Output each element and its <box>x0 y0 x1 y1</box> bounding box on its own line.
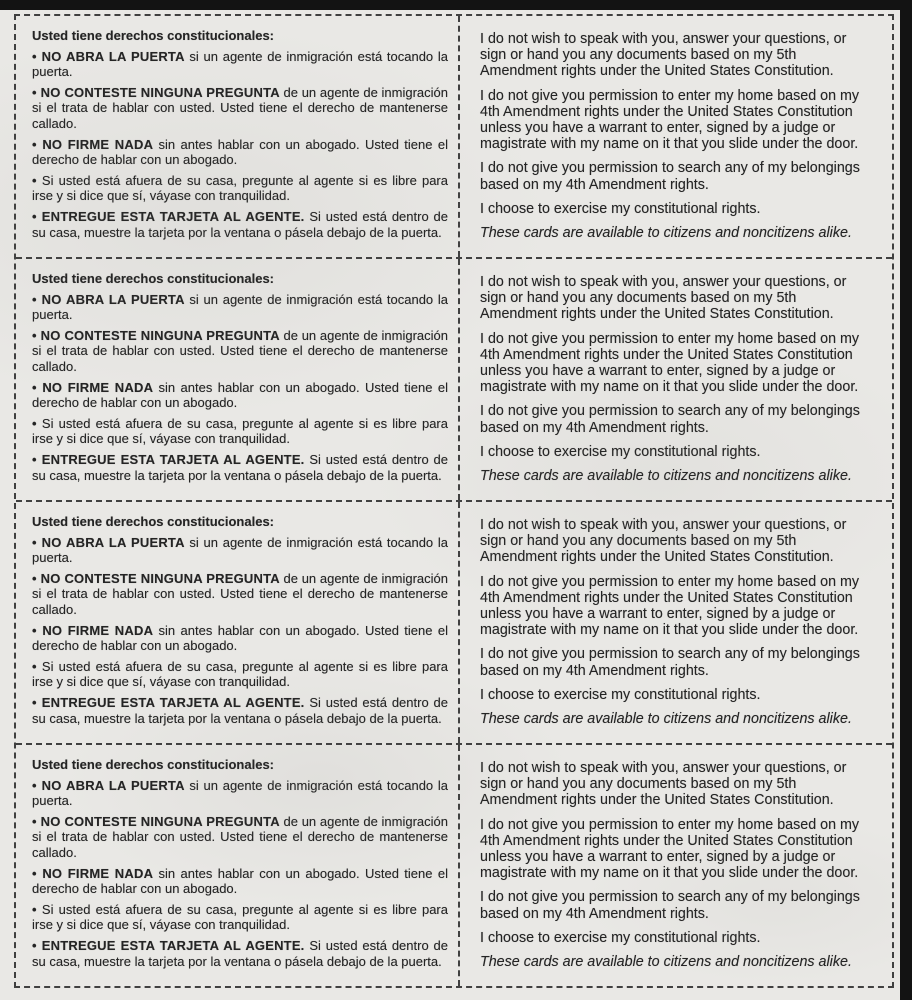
bullet-text: de un agente de inmigración si el trata de hablar con usted. Usted tiene el derecho de mantenerse callado. <box>32 327 448 374</box>
spanish-card-bullet <box>32 814 448 861</box>
english-card-paragraph: I do not give you permission to enter my home based on my 4th Amendment rights under the United States Constitution unless you have a warrant to enter, signed by a judge or magistrate with my name on it that you slide under the door. <box>480 87 860 153</box>
spanish-card-bullet <box>32 659 448 690</box>
card-row <box>16 259 892 502</box>
english-card <box>460 502 892 743</box>
english-card-paragraph: I do not give you permission to enter my home based on my 4th Amendment rights under the United States Constitution unless you have a warrant to enter, signed by a judge or magistrate with my name on it that you slide under the door. <box>480 816 860 882</box>
spanish-card-bullet <box>32 866 448 897</box>
bullet-text: si un agente de inmigración está tocando la puerta. <box>32 291 449 323</box>
bullet-text: de un agente de inmigración si el trata de hablar con usted. Usted tiene el derecho de mantenerse callado. <box>32 570 448 617</box>
bullet-text: de un agente de inmigración si el trata de hablar con usted. Usted tiene el derecho de mantenerse callado. <box>32 84 448 131</box>
spanish-card <box>16 16 460 257</box>
english-card-paragraph: I do not give you permission to search any of my belongings based on my 4th Amendment rights. <box>480 889 860 922</box>
english-card-paragraph: I choose to exercise my constitutional rights. <box>480 200 761 217</box>
english-card-footnote: These cards are available to citizens and noncitizens alike. <box>480 468 852 485</box>
spanish-card <box>16 259 460 500</box>
english-card-paragraph: I choose to exercise my constitutional rights. <box>480 686 761 703</box>
card-row <box>16 745 892 986</box>
bullet-lead: • NO ABRA LA PUERTA <box>32 291 185 307</box>
spanish-card-bullet <box>32 292 448 323</box>
bullet-text: sin antes hablar con un abogado. Usted tiene el derecho de hablar con un abogado. <box>32 136 448 168</box>
bullet-text: Si usted está dentro de su casa, muestre la tarjeta por la ventana o pásela debajo de la puerta. <box>32 937 449 969</box>
spanish-card-bullet <box>32 137 448 168</box>
bullet-text: Si usted está afuera de su casa, pregunte al agente si es libre para irse y si dice que sí, váyase con tranquilidad. <box>32 658 448 690</box>
spanish-card <box>16 745 460 986</box>
bullet-lead: • <box>32 415 37 431</box>
english-card-paragraph: I do not give you permission to enter my home based on my 4th Amendment rights under the United States Constitution unless you have a warrant to enter, signed by a judge or magistrate with my name on it that you slide under the door. <box>480 330 860 396</box>
spanish-card-bullet <box>32 452 448 483</box>
spanish-card-bullet <box>32 49 448 80</box>
bullet-lead: • NO CONTESTE NINGUNA PREGUNTA <box>32 84 280 100</box>
bullet-lead: • <box>32 901 37 917</box>
spanish-card-title: Usted tiene derechos constitucionales: <box>32 28 275 43</box>
spanish-card-bullet <box>32 380 448 411</box>
spanish-card-bullet <box>32 778 448 809</box>
english-card-footnote: These cards are available to citizens and noncitizens alike. <box>480 225 852 242</box>
spanish-card-bullet <box>32 938 448 969</box>
spanish-card <box>16 502 460 743</box>
english-card <box>460 745 892 986</box>
bullet-text: Si usted está dentro de su casa, muestre la tarjeta por la ventana o pásela debajo de la puerta. <box>32 694 449 726</box>
english-card-footnote: These cards are available to citizens and noncitizens alike. <box>480 954 852 971</box>
bullet-text: Si usted está dentro de su casa, muestre la tarjeta por la ventana o pásela debajo de la puerta. <box>32 451 449 483</box>
spanish-card-bullet <box>32 623 448 654</box>
english-card <box>460 16 892 257</box>
spanish-card-bullet <box>32 85 448 132</box>
bullet-text: Si usted está afuera de su casa, pregunte al agente si es libre para irse y si dice que sí, váyase con tranquilidad. <box>32 172 448 204</box>
english-card-paragraph: I choose to exercise my constitutional rights. <box>480 929 761 946</box>
bullet-lead: • NO CONTESTE NINGUNA PREGUNTA <box>32 813 280 829</box>
bullet-lead: • <box>32 172 37 188</box>
spanish-card-title: Usted tiene derechos constitucionales: <box>32 757 275 772</box>
card-row <box>16 16 892 259</box>
bullet-lead: • ENTREGUE ESTA TARJETA AL AGENTE. <box>32 937 305 953</box>
bullet-text: si un agente de inmigración está tocando la puerta. <box>32 48 449 80</box>
bullet-lead: • NO ABRA LA PUERTA <box>32 777 185 793</box>
spanish-card-bullet <box>32 695 448 726</box>
bullet-text: si un agente de inmigración está tocando la puerta. <box>32 534 449 566</box>
spanish-card-bullet <box>32 535 448 566</box>
spanish-card-bullet <box>32 416 448 447</box>
bullet-lead: • NO CONTESTE NINGUNA PREGUNTA <box>32 570 280 586</box>
bullet-text: sin antes hablar con un abogado. Usted tiene el derecho de hablar con un abogado. <box>32 379 448 411</box>
english-card-paragraph: I do not give you permission to search any of my belongings based on my 4th Amendment rights. <box>480 160 860 193</box>
spanish-card-bullet <box>32 209 448 240</box>
bullet-text: Si usted está afuera de su casa, pregunte al agente si es libre para irse y si dice que sí, váyase con tranquilidad. <box>32 901 448 933</box>
bullet-lead: • NO FIRME NADA <box>32 622 154 638</box>
english-card-paragraph: I choose to exercise my constitutional rights. <box>480 443 761 460</box>
bullet-text: sin antes hablar con un abogado. Usted tiene el derecho de hablar con un abogado. <box>32 865 448 897</box>
bullet-lead: • ENTREGUE ESTA TARJETA AL AGENTE. <box>32 451 305 467</box>
bullet-lead: • ENTREGUE ESTA TARJETA AL AGENTE. <box>32 208 305 224</box>
english-card-footnote: These cards are available to citizens and noncitizens alike. <box>480 711 852 728</box>
english-card-paragraph: I do not give you permission to enter my home based on my 4th Amendment rights under the United States Constitution unless you have a warrant to enter, signed by a judge or magistrate with my name on it that you slide under the door. <box>480 573 860 639</box>
bullet-text: Si usted está afuera de su casa, pregunte al agente si es libre para irse y si dice que sí, váyase con tranquilidad. <box>32 415 448 447</box>
english-card-paragraph: I do not wish to speak with you, answer your questions, or sign or hand you any documents based on my 5th Amendment rights under the United States Constitution. <box>480 760 847 809</box>
card-row <box>16 502 892 745</box>
right-edge-bar <box>900 0 912 1000</box>
top-edge-bar <box>0 0 912 10</box>
bullet-lead: • NO CONTESTE NINGUNA PREGUNTA <box>32 327 280 343</box>
spanish-card-title: Usted tiene derechos constitucionales: <box>32 271 275 286</box>
bullet-text: si un agente de inmigración está tocando la puerta. <box>32 777 449 809</box>
spanish-card-title: Usted tiene derechos constitucionales: <box>32 514 275 529</box>
spanish-card-bullet <box>32 571 448 618</box>
bullet-lead: • ENTREGUE ESTA TARJETA AL AGENTE. <box>32 694 305 710</box>
bullet-lead: • <box>32 658 37 674</box>
bullet-lead: • NO ABRA LA PUERTA <box>32 48 185 64</box>
english-card-paragraph: I do not wish to speak with you, answer your questions, or sign or hand you any documents based on my 5th Amendment rights under the United States Constitution. <box>480 274 847 323</box>
bullet-text: Si usted está dentro de su casa, muestre la tarjeta por la ventana o pásela debajo de la puerta. <box>32 208 449 240</box>
bullet-lead: • NO ABRA LA PUERTA <box>32 534 185 550</box>
bullet-lead: • NO FIRME NADA <box>32 379 154 395</box>
spanish-card-bullet <box>32 328 448 375</box>
bullet-lead: • NO FIRME NADA <box>32 136 154 152</box>
bullet-text: sin antes hablar con un abogado. Usted tiene el derecho de hablar con un abogado. <box>32 622 448 654</box>
spanish-card-bullet <box>32 173 448 204</box>
english-card-paragraph: I do not give you permission to search any of my belongings based on my 4th Amendment rights. <box>480 646 860 679</box>
english-card-paragraph: I do not wish to speak with you, answer your questions, or sign or hand you any documents based on my 5th Amendment rights under the United States Constitution. <box>480 31 847 80</box>
rights-card-sheet <box>14 14 894 988</box>
english-card <box>460 259 892 500</box>
bullet-text: de un agente de inmigración si el trata de hablar con usted. Usted tiene el derecho de mantenerse callado. <box>32 813 448 860</box>
english-card-paragraph: I do not wish to speak with you, answer your questions, or sign or hand you any documents based on my 5th Amendment rights under the United States Constitution. <box>480 517 847 566</box>
bullet-lead: • NO FIRME NADA <box>32 865 154 881</box>
spanish-card-bullet <box>32 902 448 933</box>
english-card-paragraph: I do not give you permission to search any of my belongings based on my 4th Amendment rights. <box>480 403 860 436</box>
